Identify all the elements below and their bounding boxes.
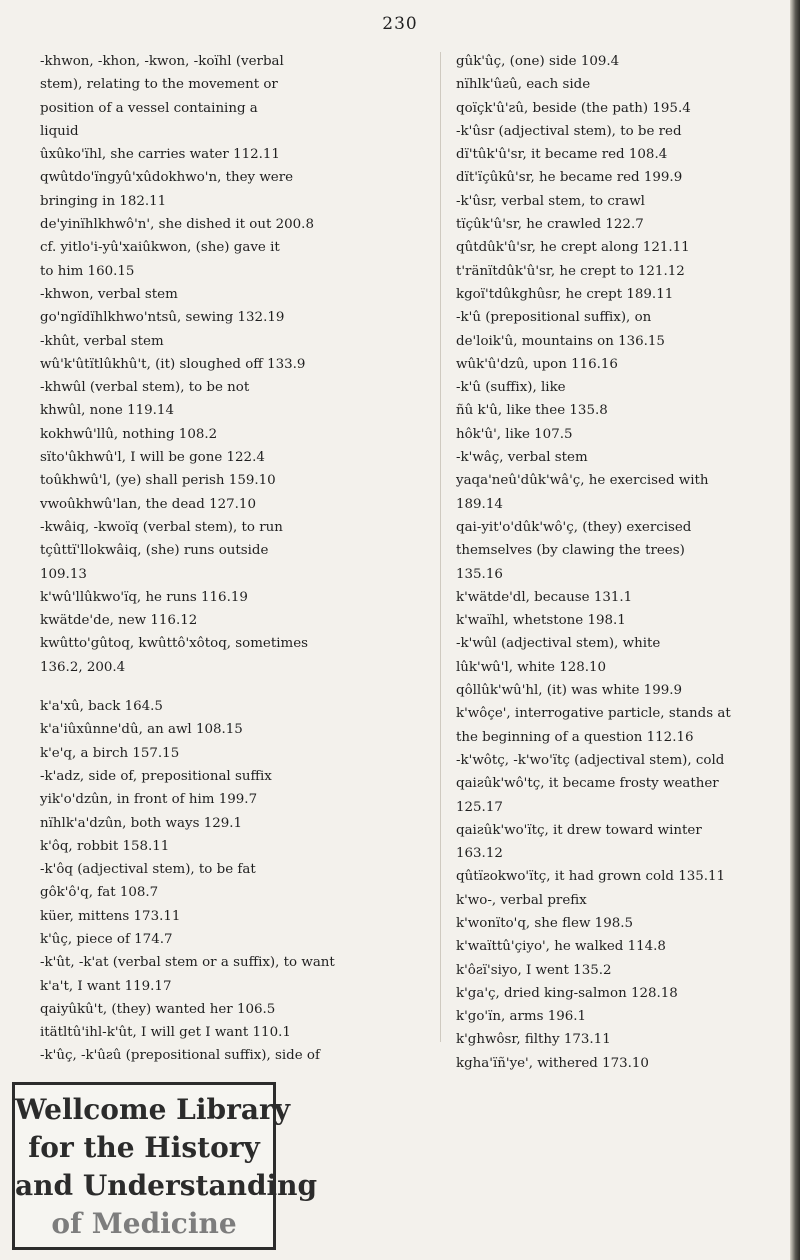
glossary-line: dï'tûk'û'sr, it became red 108.4 (456, 147, 668, 163)
glossary-line: khwûl, none 119.14 (40, 403, 174, 419)
page-number: 230 (382, 14, 418, 34)
glossary-line: cf. yitlo'i-yû'xaiûkwon, (she) gave it (40, 240, 280, 256)
glossary-line: 136.2, 200.4 (40, 659, 126, 675)
glossary-line: de'loik'û, mountains on 136.15 (456, 333, 665, 349)
glossary-line: k'wo-, verbal prefix (456, 892, 587, 908)
glossary-line: kokhwû'llû, nothing 108.2 (40, 426, 218, 442)
glossary-line: -k'û (suffix), like (456, 380, 566, 396)
glossary-line: -k'û (prepositional suffix), on (456, 310, 652, 326)
glossary-line: k'wôçe', interrogative particle, stands at (456, 706, 731, 722)
glossary-line: -k'ûsr (adjectival stem), to be red (456, 123, 682, 139)
glossary-line: tïçûk'û'sr, he crawled 122.7 (456, 217, 644, 233)
glossary-line: go'ngïdïhlkhwo'ntsû, sewing 132.19 (40, 310, 285, 326)
glossary-line: 163.12 (456, 846, 503, 862)
glossary-line: 189.14 (456, 496, 503, 512)
glossary-line: kwätde'de, new 116.12 (40, 613, 198, 629)
glossary-line: k'a't, I want 119.17 (40, 978, 172, 994)
glossary-line: itätltû'ihl-k'ût, I will get I want 110.1 (40, 1025, 291, 1041)
glossary-line: lûk'wû'l, white 128.10 (456, 659, 607, 675)
glossary-line: qôllûk'wû'hl, (it) was white 199.9 (456, 683, 683, 699)
glossary-line: 125.17 (456, 799, 503, 815)
glossary-line: k'e'q, a birch 157.15 (40, 745, 180, 761)
stamp-line-4: of Medicine (51, 1207, 237, 1240)
glossary-line: küer, mittens 173.11 (40, 908, 181, 924)
glossary-line: tçûttï'llokwâiq, (she) runs outside (40, 543, 269, 559)
glossary-line: k'waïttû'çiyo', he walked 114.8 (456, 939, 666, 955)
glossary-line: -khût, verbal stem (40, 333, 164, 349)
glossary-line: bringing in 182.11 (40, 193, 167, 209)
glossary-line: wû'k'ûtïtlûkhû't, (it) sloughed off 133.9 (40, 356, 306, 372)
glossary-line: dït'ïçûkû'sr, he became red 199.9 (456, 170, 683, 186)
glossary-line: the beginning of a question 112.16 (456, 729, 694, 745)
glossary-line: position of a vessel containing a (40, 100, 258, 116)
glossary-line: to him 160.15 (40, 263, 135, 279)
glossary-line: -khwûl (verbal stem), to be not (40, 380, 250, 396)
glossary-line: k'ûç, piece of 174.7 (40, 931, 173, 947)
glossary-line: qwûtdo'ïngyû'xûdokhwo'n, they were (40, 170, 294, 186)
glossary-line: de'yinïhlkhwô'n', she dished it out 200.8 (40, 217, 314, 233)
glossary-line: kgoï'tdûkghûsr, he crept 189.11 (456, 286, 674, 302)
glossary-line: sïto'ûkhwû'l, I will be gone 122.4 (40, 450, 265, 466)
glossary-line: qaiƨûk'wo'ïtç, it drew toward winter (456, 822, 702, 838)
glossary-line: t'ränïtdûk'û'sr, he crept to 121.12 (456, 263, 685, 279)
glossary-line: gôk'ô'q, fat 108.7 (40, 885, 159, 901)
column-divider (440, 52, 441, 1042)
glossary-line: nïhlk'ûƨû, each side (456, 77, 591, 93)
glossary-line: k'wonïto'q, she flew 198.5 (456, 915, 634, 931)
glossary-line: 135.16 (456, 566, 503, 582)
glossary-line: yik'o'dzûn, in front of him 199.7 (40, 792, 258, 808)
left-column (40, 50, 423, 1068)
glossary-line: k'ôq, robbit 158.11 (40, 838, 170, 854)
glossary-line: ñû k'û, like thee 135.8 (456, 403, 608, 419)
glossary-line: k'wû'llûkwo'ïq, he runs 116.19 (40, 589, 248, 605)
glossary-line: qaiyûkû't, (they) wanted her 106.5 (40, 1001, 276, 1017)
glossary-line: k'waïhl, whetstone 198.1 (456, 613, 626, 629)
glossary-line: k'a'iûxûnne'dû, an awl 108.15 (40, 722, 243, 738)
glossary-line: 109.13 (40, 566, 87, 582)
glossary-line: toûkhwû'l, (ye) shall perish 159.10 (40, 473, 276, 489)
glossary-line: kgha'ïñ'ye', withered 173.10 (456, 1055, 649, 1071)
glossary-line: kwûtto'gûtoq, kwûttô'xôtoq, sometimes (40, 636, 308, 652)
stamp-line-3: and Understanding (15, 1169, 318, 1202)
page-edge (790, 0, 800, 1260)
glossary-line: k'ôƨï'siyo, I went 135.2 (456, 962, 612, 978)
glossary-line: -kwâiq, -kwoïq (verbal stem), to run (40, 519, 283, 535)
glossary-line: -k'adz, side of, prepositional suffix (40, 768, 272, 784)
glossary-line: hôk'û', like 107.5 (456, 426, 573, 442)
glossary-line: qaiƨûk'wô'tç, it became frosty weather (456, 776, 719, 792)
glossary-line: liquid (40, 123, 79, 139)
glossary-line: -k'ûç, -k'ûƨû (prepositional suffix), side of (40, 1048, 320, 1064)
glossary-line: themselves (by clawing the trees) (456, 543, 685, 559)
stamp-line-1: Wellcome Library (15, 1093, 290, 1126)
glossary-line: -k'wôtç, -k'wo'ïtç (adjectival stem), cold (456, 752, 725, 768)
library-stamp (12, 1082, 318, 1250)
glossary-line: k'a'xû, back 164.5 (40, 699, 163, 715)
glossary-line: nïhlk'a'dzûn, both ways 129.1 (40, 815, 243, 831)
glossary-line: qûtdûk'û'sr, he crept along 121.11 (456, 240, 690, 256)
glossary-line: -k'ûsr, verbal stem, to crawl (456, 193, 645, 209)
glossary-line: qûtïƨokwo'ïtç, it had grown cold 135.11 (456, 869, 726, 885)
glossary-line: -k'ût, -k'at (verbal stem or a suffix), to want (40, 955, 335, 971)
glossary-line: yaqa'neû'dûk'wâ'ç, he exercised with (456, 473, 709, 489)
glossary-line: k'go'ïn, arms 196.1 (456, 1009, 587, 1025)
stamp-line-2: for the History (28, 1131, 260, 1164)
glossary-line: wûk'û'dzû, upon 116.16 (456, 356, 618, 372)
glossary-line: gûk'ûç, (one) side 109.4 (456, 54, 620, 69)
glossary-line: -k'wûl (adjectival stem), white (456, 636, 661, 652)
glossary-line: k'ga'ç, dried king-salmon 128.18 (456, 985, 678, 1001)
glossary-line: -k'wâç, verbal stem (456, 450, 588, 466)
glossary-line: k'wätde'dl, because 131.1 (456, 589, 633, 605)
glossary-line: -k'ôq (adjectival stem), to be fat (40, 862, 256, 878)
glossary-line: -khwon, verbal stem (40, 286, 178, 302)
glossary-line: ûxûko'ïhl, she carries water 112.11 (40, 147, 280, 163)
glossary-line: k'ghwôsr, filthy 173.11 (456, 1032, 611, 1048)
right-column (456, 50, 778, 1075)
glossary-line: stem), relating to the movement or (40, 77, 278, 93)
glossary-line: qoïçk'û'ƨû, beside (the path) 195.4 (456, 100, 691, 116)
glossary-line: vwoûkhwû'lan, the dead 127.10 (40, 496, 256, 512)
glossary-line: -khwon, -khon, -kwon, -koïhl (verbal (40, 54, 284, 69)
glossary-line: qai-yit'o'dûk'wô'ç, (they) exercised (456, 519, 692, 535)
